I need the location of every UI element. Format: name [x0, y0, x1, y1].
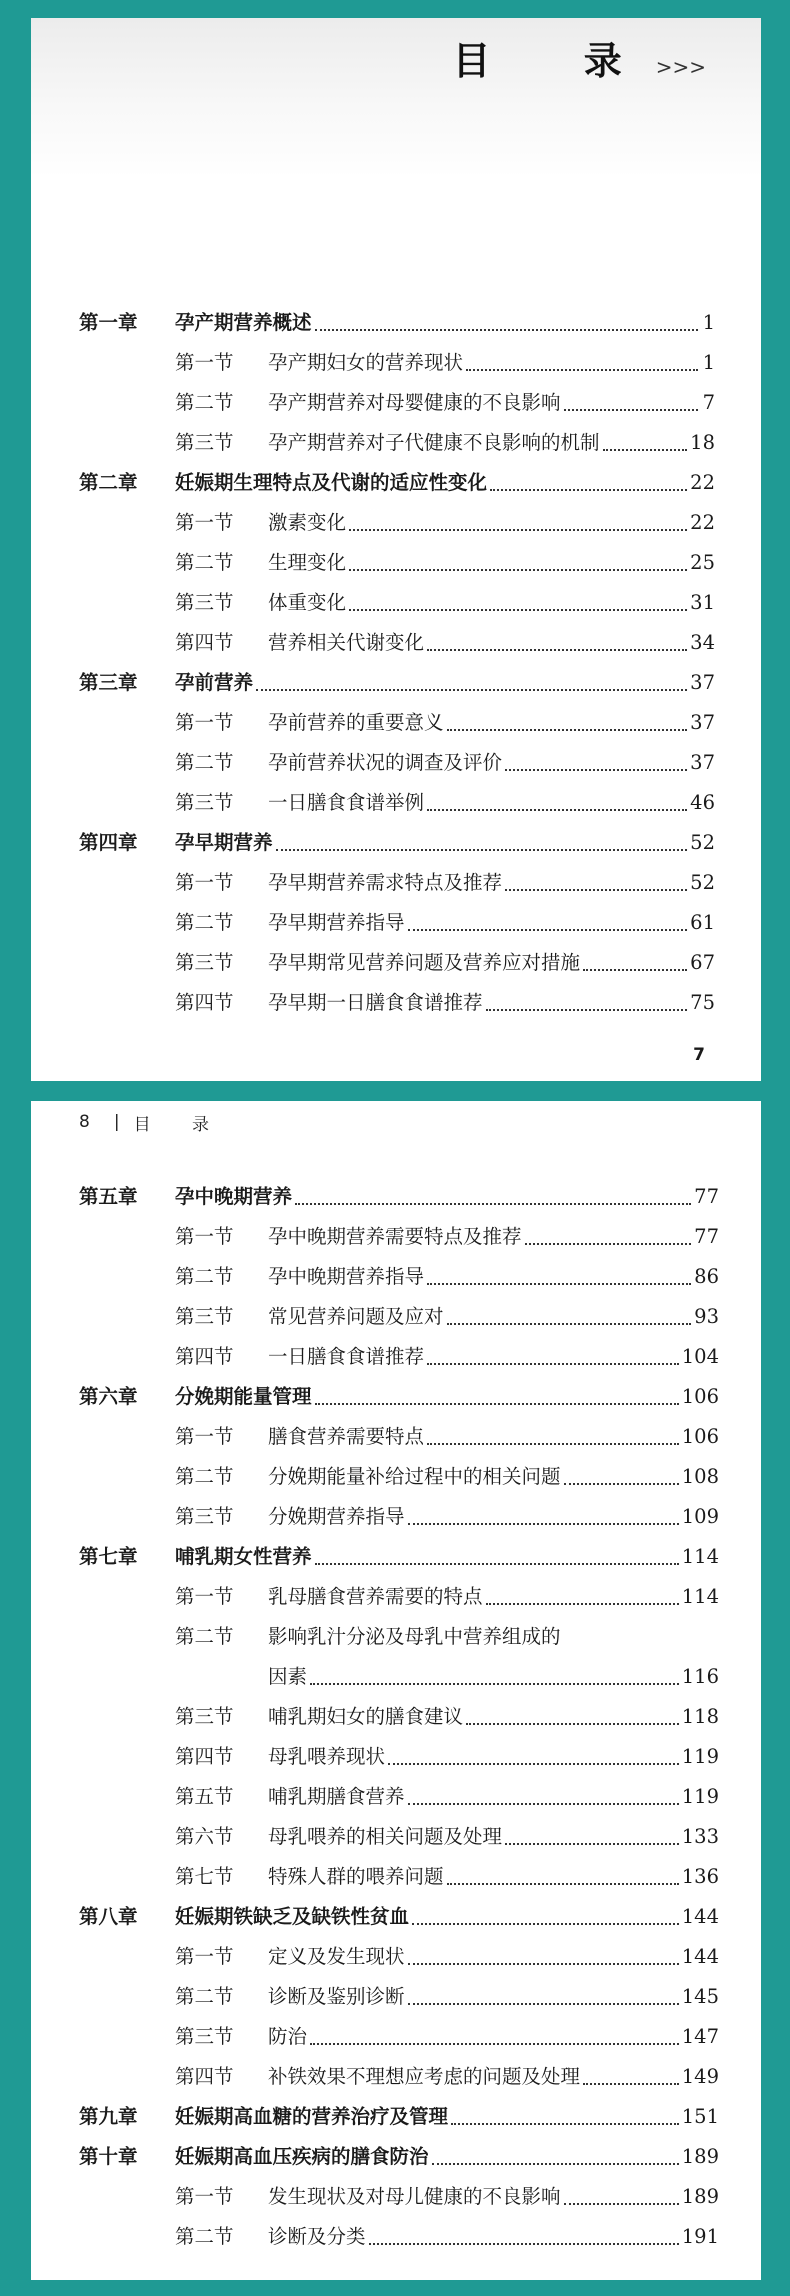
section-number: 第三节 — [175, 791, 234, 814]
toc-section-entry[interactable] — [79, 703, 715, 743]
section-title: 防治 — [268, 2025, 308, 2048]
section-number: 第一节 — [175, 1585, 234, 1608]
toc-list-page-2 — [79, 1177, 719, 2257]
section-title: 孕前营养的重要意义 — [268, 711, 444, 734]
section-number: 第二节 — [175, 551, 234, 574]
chapter-title: 妊娠期高血糖的营养治疗及管理 — [175, 2105, 449, 2128]
page-ref: 77 — [694, 1185, 719, 1208]
section-title: 定义及发生现状 — [268, 1945, 405, 1968]
toc-page-1 — [31, 18, 761, 1081]
page-ref: 108 — [681, 1465, 719, 1488]
toc-section-entry[interactable] — [79, 383, 715, 423]
dot-leader — [276, 849, 688, 851]
toc-chapter-entry[interactable] — [79, 1377, 719, 1417]
dot-leader — [412, 1923, 679, 1925]
toc-section-entry[interactable] — [79, 2057, 719, 2097]
chapter-number: 第六章 — [79, 1385, 138, 1408]
dot-leader — [408, 1963, 679, 1965]
page-ref: 1 — [702, 351, 715, 374]
section-title: 发生现状及对母儿健康的不良影响 — [268, 2185, 561, 2208]
toc-section-entry[interactable] — [79, 343, 715, 383]
toc-section-entry[interactable] — [79, 1937, 719, 1977]
section-number: 第一节 — [175, 711, 234, 734]
dot-leader — [432, 2163, 679, 2165]
section-number: 第二节 — [175, 1985, 234, 2008]
section-number: 第三节 — [175, 1305, 234, 1328]
toc-section-entry[interactable] — [79, 783, 715, 823]
dot-leader — [427, 809, 687, 811]
section-title: 孕早期营养需求特点及推荐 — [268, 871, 503, 894]
dot-leader — [505, 1843, 679, 1845]
chapter-number: 第九章 — [79, 2105, 138, 2128]
dot-leader — [408, 2003, 679, 2005]
section-number: 第二节 — [175, 1625, 234, 1648]
chapter-title: 孕早期营养 — [175, 831, 273, 854]
section-title: 激素变化 — [268, 511, 347, 534]
dot-leader — [295, 1203, 691, 1205]
section-title: 诊断及分类 — [268, 2225, 366, 2248]
section-title: 一日膳食食谱举例 — [268, 791, 425, 814]
section-title: 孕早期营养指导 — [268, 911, 405, 934]
page-ref: 151 — [681, 2105, 719, 2128]
toc-chapter-entry[interactable] — [79, 1177, 719, 1217]
chapter-number: 第二章 — [79, 471, 138, 494]
chapter-title: 妊娠期生理特点及代谢的适应性变化 — [175, 471, 488, 494]
toc-section-entry[interactable] — [79, 1337, 719, 1377]
section-title: 孕中晚期营养需要特点及推荐 — [268, 1225, 522, 1248]
section-number: 第二节 — [175, 1265, 234, 1288]
toc-section-entry[interactable] — [79, 863, 715, 903]
page-ref: 191 — [681, 2225, 719, 2248]
dot-leader — [447, 1883, 679, 1885]
dot-leader — [447, 729, 688, 731]
dot-leader — [369, 2243, 679, 2245]
chapter-number: 第一章 — [79, 311, 138, 334]
page-ref: 37 — [690, 751, 715, 774]
page-ref: 145 — [681, 1985, 719, 2008]
toc-section-entry[interactable] — [79, 1457, 719, 1497]
toc-section-entry[interactable] — [79, 1657, 719, 1697]
dot-leader — [256, 689, 687, 691]
section-number: 第三节 — [175, 951, 234, 974]
section-number: 第四节 — [175, 1745, 234, 1768]
page-ref: 114 — [681, 1545, 719, 1568]
chapter-number: 第十章 — [79, 2145, 138, 2168]
section-number: 第四节 — [175, 1345, 234, 1368]
toc-section-entry[interactable] — [79, 583, 715, 623]
dot-leader — [408, 1523, 679, 1525]
dot-leader — [525, 1243, 692, 1245]
page-ref: 106 — [681, 1425, 719, 1448]
title-arrows-icon: >>> — [655, 55, 706, 79]
chapter-number: 第八章 — [79, 1905, 138, 1928]
page-ref: 52 — [690, 871, 715, 894]
chapter-number: 第七章 — [79, 1545, 138, 1568]
chapter-title: 孕前营养 — [175, 671, 254, 694]
toc-section-entry[interactable] — [79, 1497, 719, 1537]
toc-section-entry[interactable] — [79, 423, 715, 463]
section-title: 母乳喂养的相关问题及处理 — [268, 1825, 503, 1848]
section-number: 第七节 — [175, 1865, 234, 1888]
section-number: 第三节 — [175, 1505, 234, 1528]
chapter-title: 妊娠期高血压疾病的膳食防治 — [175, 2145, 429, 2168]
header-title: 目 录 — [133, 1114, 227, 1135]
toc-chapter-entry[interactable] — [79, 303, 715, 343]
toc-section-entry[interactable] — [79, 743, 715, 783]
section-title: 影响乳汁分泌及母乳中营养组成的 — [268, 1625, 561, 1648]
toc-chapter-entry[interactable] — [79, 1897, 719, 1937]
dot-leader — [315, 329, 698, 331]
dot-leader — [315, 1563, 679, 1565]
dot-leader — [427, 1363, 679, 1365]
page-ref: 147 — [681, 2025, 719, 2048]
dot-leader — [505, 769, 687, 771]
chapter-number: 第五章 — [79, 1185, 138, 1208]
section-number: 第二节 — [175, 1465, 234, 1488]
page-ref: 106 — [681, 1385, 719, 1408]
section-title: 孕早期一日膳食食谱推荐 — [268, 991, 483, 1014]
section-title: 分娩期能量补给过程中的相关问题 — [268, 1465, 561, 1488]
dot-leader — [564, 1483, 679, 1485]
dot-leader — [427, 1283, 691, 1285]
dot-leader — [486, 1603, 679, 1605]
chapter-number: 第四章 — [79, 831, 138, 854]
toc-chapter-entry[interactable] — [79, 663, 715, 703]
page-ref: 149 — [681, 2065, 719, 2088]
dot-leader — [583, 2083, 679, 2085]
section-number: 第四节 — [175, 631, 234, 654]
running-header — [79, 1107, 227, 1137]
section-number: 第一节 — [175, 871, 234, 894]
section-title: 诊断及鉴别诊断 — [268, 1985, 405, 2008]
toc-section-entry[interactable] — [79, 1697, 719, 1737]
section-number: 第一节 — [175, 511, 234, 534]
section-title: 一日膳食食谱推荐 — [268, 1345, 425, 1368]
page-ref: 52 — [690, 831, 715, 854]
dot-leader — [408, 1803, 679, 1805]
chapter-title: 哺乳期女性营养 — [175, 1545, 312, 1568]
section-number: 第一节 — [175, 1945, 234, 1968]
page-ref: 18 — [690, 431, 715, 454]
toc-chapter-entry[interactable] — [79, 823, 715, 863]
toc-section-entry[interactable] — [79, 2217, 719, 2257]
toc-section-entry[interactable] — [79, 2017, 719, 2057]
section-number: 第一节 — [175, 351, 234, 374]
page-ref: 25 — [690, 551, 715, 574]
toc-title: 目 录 — [452, 38, 662, 83]
chapter-title: 分娩期能量管理 — [175, 1385, 312, 1408]
chapter-title: 孕中晚期营养 — [175, 1185, 293, 1208]
dot-leader — [315, 1403, 679, 1405]
page-ref: 22 — [690, 511, 715, 534]
page-ref: 46 — [690, 791, 715, 814]
page-ref: 104 — [681, 1345, 719, 1368]
toc-section-entry[interactable] — [79, 943, 715, 983]
page-ref: 114 — [681, 1585, 719, 1608]
chapter-number: 第三章 — [79, 671, 138, 694]
page-ref: 119 — [681, 1745, 719, 1768]
section-title: 孕前营养状况的调查及评价 — [268, 751, 503, 774]
toc-section-entry[interactable] — [79, 1737, 719, 1777]
dot-leader — [490, 489, 687, 491]
header-divider: | — [113, 1112, 120, 1132]
section-title: 母乳喂养现状 — [268, 1745, 386, 1768]
page-ref: 61 — [690, 911, 715, 934]
page-ref: 109 — [681, 1505, 719, 1528]
toc-section-entry[interactable] — [79, 1257, 719, 1297]
dot-leader — [310, 2043, 679, 2045]
dot-leader — [564, 409, 698, 411]
page-ref: 37 — [690, 711, 715, 734]
dot-leader — [408, 929, 688, 931]
toc-section-entry[interactable] — [79, 1417, 719, 1457]
toc-section-entry[interactable] — [79, 983, 715, 1023]
chapter-title: 妊娠期铁缺乏及缺铁性贫血 — [175, 1905, 410, 1928]
section-title: 常见营养问题及应对 — [268, 1305, 444, 1328]
dot-leader — [388, 1763, 679, 1765]
toc-section-entry[interactable] — [79, 1577, 719, 1617]
dot-leader — [603, 449, 688, 451]
toc-chapter-entry[interactable] — [79, 463, 715, 503]
section-number: 第二节 — [175, 751, 234, 774]
section-title: 营养相关代谢变化 — [268, 631, 425, 654]
dot-leader — [447, 1323, 692, 1325]
dot-leader — [451, 2123, 679, 2125]
page-ref: 136 — [681, 1865, 719, 1888]
page-ref: 77 — [694, 1225, 719, 1248]
page-ref: 189 — [681, 2145, 719, 2168]
toc-section-entry[interactable] — [79, 543, 715, 583]
section-title: 孕产期营养对母婴健康的不良影响 — [268, 391, 561, 414]
toc-section-entry[interactable] — [79, 1297, 719, 1337]
page-ref: 1 — [702, 311, 715, 334]
toc-section-entry[interactable] — [79, 1777, 719, 1817]
section-title: 因素 — [268, 1665, 308, 1688]
section-title: 孕中晚期营养指导 — [268, 1265, 425, 1288]
header-page-number: 8 — [79, 1112, 90, 1132]
section-title: 哺乳期膳食营养 — [268, 1785, 405, 1808]
toc-page-2 — [31, 1101, 761, 2280]
dot-leader — [466, 1723, 679, 1725]
section-title: 孕早期常见营养问题及营养应对措施 — [268, 951, 581, 974]
section-title: 生理变化 — [268, 551, 347, 574]
page-ref: 7 — [702, 391, 715, 414]
section-number: 第二节 — [175, 911, 234, 934]
page-ref: 119 — [681, 1785, 719, 1808]
dot-leader — [564, 2203, 679, 2205]
dot-leader — [310, 1683, 679, 1685]
page-ref: 189 — [681, 2185, 719, 2208]
section-title: 体重变化 — [268, 591, 347, 614]
toc-section-entry[interactable] — [79, 1617, 719, 1657]
dot-leader — [466, 369, 698, 371]
section-number: 第五节 — [175, 1785, 234, 1808]
toc-section-entry[interactable] — [79, 1977, 719, 2017]
toc-chapter-entry[interactable] — [79, 2097, 719, 2137]
section-number: 第二节 — [175, 2225, 234, 2248]
page-ref: 86 — [694, 1265, 719, 1288]
section-number: 第四节 — [175, 2065, 234, 2088]
dot-leader — [583, 969, 687, 971]
section-number: 第三节 — [175, 591, 234, 614]
toc-section-entry[interactable] — [79, 1857, 719, 1897]
page-ref: 31 — [690, 591, 715, 614]
page-ref: 144 — [681, 1945, 719, 1968]
toc-section-entry[interactable] — [79, 903, 715, 943]
dot-leader — [486, 1009, 688, 1011]
section-number: 第一节 — [175, 2185, 234, 2208]
dot-leader — [427, 649, 687, 651]
section-title: 补铁效果不理想应考虑的问题及处理 — [268, 2065, 581, 2088]
page-ref: 93 — [694, 1305, 719, 1328]
section-number: 第三节 — [175, 2025, 234, 2048]
section-number: 第三节 — [175, 431, 234, 454]
page-number: 7 — [693, 1045, 705, 1065]
section-title: 分娩期营养指导 — [268, 1505, 405, 1528]
section-number: 第一节 — [175, 1425, 234, 1448]
section-title: 乳母膳食营养需要的特点 — [268, 1585, 483, 1608]
section-title: 孕产期营养对子代健康不良影响的机制 — [268, 431, 600, 454]
section-number: 第四节 — [175, 991, 234, 1014]
page-ref: 116 — [681, 1665, 719, 1688]
toc-chapter-entry[interactable] — [79, 2137, 719, 2177]
page-ref: 133 — [681, 1825, 719, 1848]
page-ref: 118 — [681, 1705, 719, 1728]
section-number: 第二节 — [175, 391, 234, 414]
page-ref: 144 — [681, 1905, 719, 1928]
section-title: 哺乳期妇女的膳食建议 — [268, 1705, 464, 1728]
chapter-title: 孕产期营养概述 — [175, 311, 312, 334]
section-number: 第六节 — [175, 1825, 234, 1848]
dot-leader — [427, 1443, 679, 1445]
toc-section-entry[interactable] — [79, 503, 715, 543]
section-number: 第一节 — [175, 1225, 234, 1248]
dot-leader — [505, 889, 687, 891]
dot-leader — [349, 529, 687, 531]
page-ref: 34 — [690, 631, 715, 654]
section-title: 特殊人群的喂养问题 — [268, 1865, 444, 1888]
page-ref: 22 — [690, 471, 715, 494]
toc-section-entry[interactable] — [79, 1817, 719, 1857]
section-title: 膳食营养需要特点 — [268, 1425, 425, 1448]
dot-leader — [349, 569, 687, 571]
toc-section-entry[interactable] — [79, 1217, 719, 1257]
toc-section-entry[interactable] — [79, 2177, 719, 2217]
section-number: 第三节 — [175, 1705, 234, 1728]
page-ref: 67 — [690, 951, 715, 974]
toc-chapter-entry[interactable] — [79, 1537, 719, 1577]
toc-section-entry[interactable] — [79, 623, 715, 663]
dot-leader — [349, 609, 687, 611]
section-title: 孕产期妇女的营养现状 — [268, 351, 464, 374]
toc-list-page-1 — [79, 303, 715, 1023]
toc-title-row — [452, 30, 706, 85]
page-ref: 37 — [690, 671, 715, 694]
page-ref: 75 — [690, 991, 715, 1014]
